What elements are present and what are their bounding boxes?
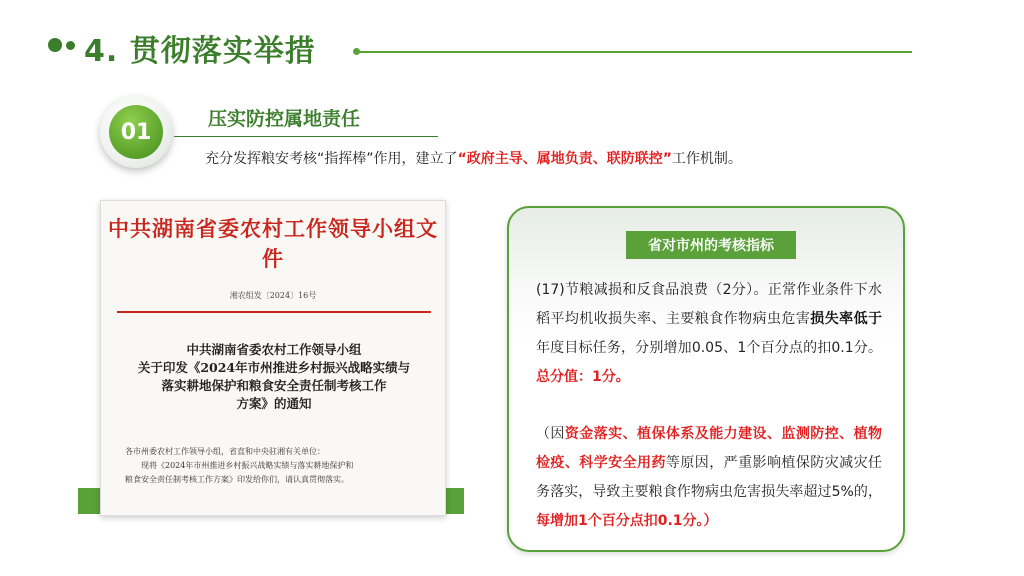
desc-highlight: “政府主导、属地负责、联防联控” [457,151,672,167]
card-tag: 省对市州的考核指标 [626,231,796,259]
slide-title: 4. 贯彻落实举措 [84,34,316,69]
document-title-line: 落实耕地保护和粮食安全责任制考核工作 [161,378,387,393]
document-title-line: 关于印发《2024年市州推进乡村振兴战略实绩与 [137,360,411,375]
title-bullet-dots [48,38,75,52]
official-document-image [100,200,446,516]
number-badge: 01 [109,105,163,159]
p2-penalty: 每增加1个百分点扣0.1分。） [536,513,718,529]
document-number: 湘农组发〔2024〕16号 [229,291,317,300]
section-underline [174,136,438,137]
document-title-line: 中共湖南省委农村工作领导小组 [186,342,362,357]
card-paragraph-2 [536,420,882,536]
p2-highlight: 资金落实、植保体系及能力建设、监测防控、植物检疫、科学安全用药 [536,426,883,471]
p1-text: (17)节粮减损和反食品浪费（2分）。正常作业条件下水稻平均机收损失率、主要粮食作物病虫危害 [536,282,882,327]
p2-text: 等原因，严重影响植保防灾减灾任务落实，导致主要粮食作物病虫危害损失率超过5%的， [536,455,883,500]
document-body-line: 粮食安全责任制考核工作方案》印发给你们，请认真贯彻落实。 [125,475,349,484]
document-title-line: 方案》的通知 [236,396,312,411]
card-paragraph-1 [536,276,882,392]
p1-text-2: 年度目标任务，分别增加0.05、1个百分点的扣0.1分。 [536,340,882,356]
document-header: 中共湖南省委农村工作领导小组文件 [108,216,438,271]
desc-suffix: 工作机制。 [671,151,742,167]
document-body [125,445,435,487]
p2-open: （因 [536,426,565,442]
bullet-dot-small [66,41,75,50]
section-heading: 压实防控属地责任 [208,108,361,130]
document-title [111,341,437,413]
p1-bold: 损失率低于 [810,311,883,327]
section-description [205,148,742,168]
title-divider-line [356,51,912,53]
document-body-line: 现将《2024年市州推进乡村振兴战略实绩与落实耕地保护和 [141,461,354,470]
p1-total-score: 总分值：1分。 [536,369,630,385]
desc-prefix: 充分发挥粮安考核“指挥棒”作用，建立了 [205,151,458,167]
document-body-line: 各市州委农村工作领导小组，省直和中央驻湘有关单位： [125,447,325,456]
bullet-dot-large [48,38,62,52]
document-red-rule [117,311,431,313]
